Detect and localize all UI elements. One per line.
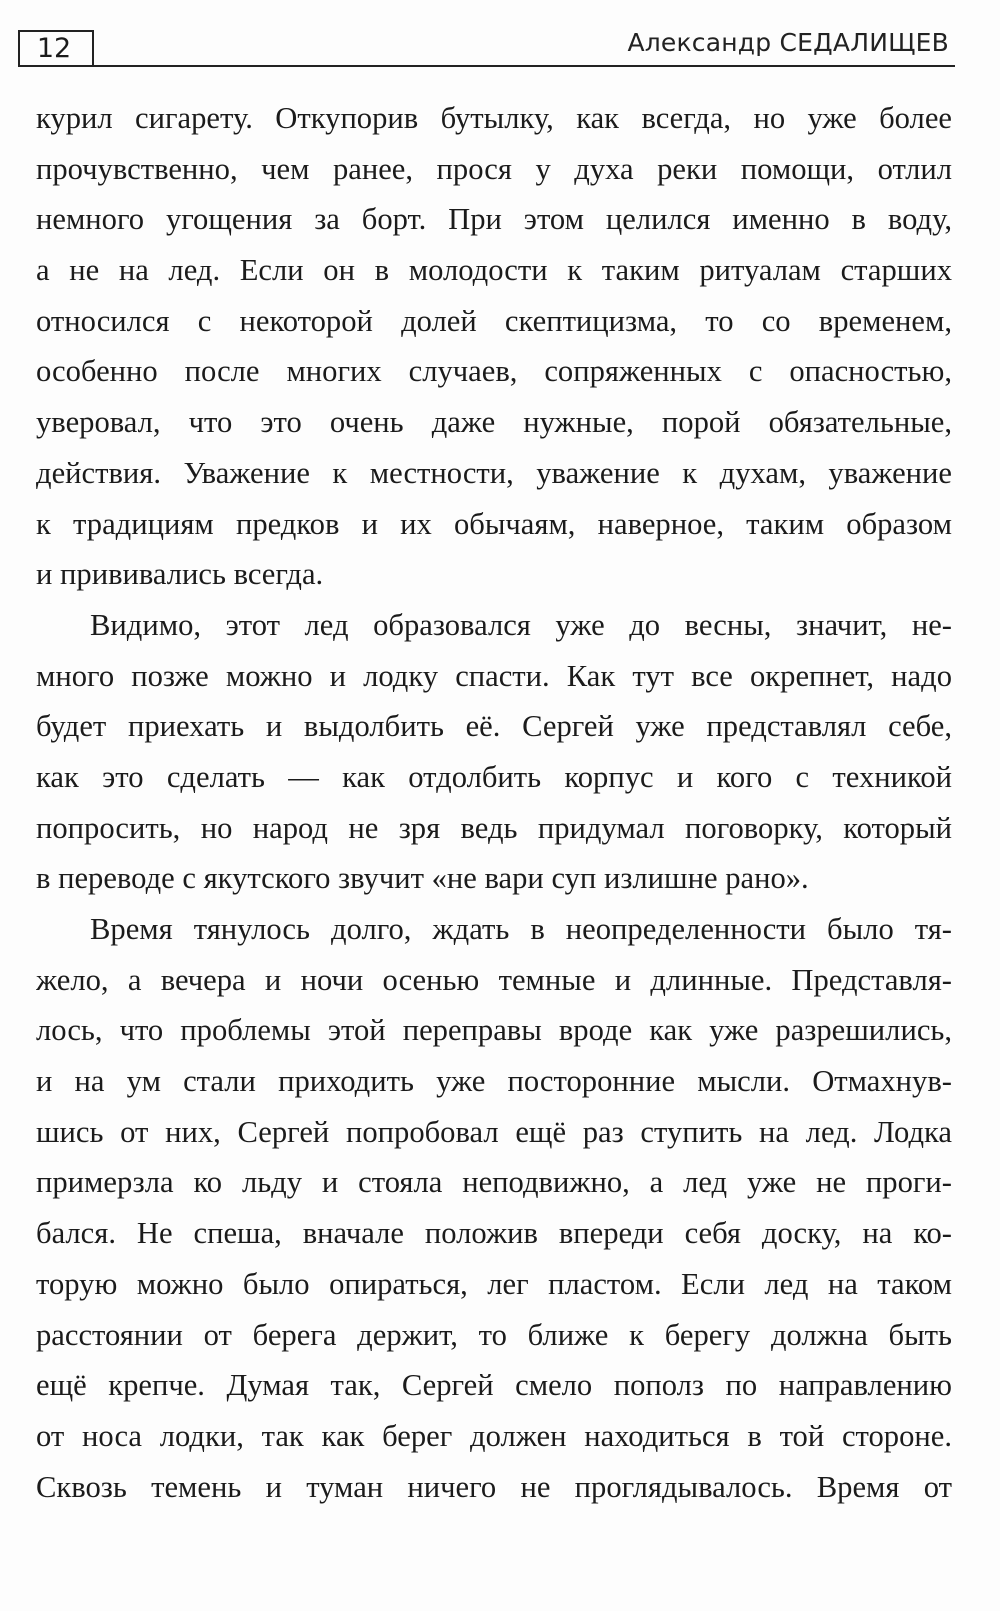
- text-line: в переводе с якутского звучит «не вари суп излишне рано».: [36, 861, 809, 896]
- body-text: [36, 93, 952, 1512]
- text-line: много позже можно и лодку спасти. Как тут все окрепнет, надо: [36, 658, 952, 693]
- text-line: особенно после многих случаев, сопряженных с опасностью,: [36, 354, 952, 389]
- text-line: бался. Не спеша, вначале положив впереди себя доску, на ко-: [36, 1216, 952, 1251]
- running-head-author: Александр СЕДАЛИЩЕВ: [627, 28, 949, 57]
- paragraph-3: [36, 904, 952, 1512]
- text-line: и на ум стали приходить уже посторонние мысли. Отмахнув-: [36, 1064, 952, 1099]
- text-line: расстоянии от берега держит, то ближе к берегу должна быть: [36, 1317, 952, 1352]
- text-line: от носа лодки, так как берег должен находиться в той стороне.: [36, 1418, 952, 1453]
- text-line: немного угощения за борт. При этом целился именно в воду,: [36, 202, 952, 237]
- text-line: и прививались всегда.: [36, 557, 324, 592]
- text-line: как это сделать — как отдолбить корпус и кого с техникой: [36, 759, 952, 794]
- text-line: Видимо, этот лед образовался уже до весны, значит, не-: [90, 607, 952, 642]
- text-line: попросить, но народ не зря ведь придумал поговорку, который: [36, 810, 952, 845]
- text-line: к традициям предков и их обычаям, наверное, таким образом: [36, 506, 952, 541]
- text-line: ещё крепче. Думая так, Сергей смело пополз по направлению: [36, 1368, 952, 1403]
- paragraph-2: [36, 600, 952, 904]
- text-line: Время тянулось долго, ждать в неопределенности было тя-: [90, 912, 952, 946]
- text-line: курил сигарету. Откупорив бутылку, как всегда, но уже более: [36, 101, 952, 135]
- text-line: будет приехать и выдолбить её. Сергей уже представлял себе,: [36, 709, 952, 744]
- text-line: торую можно было опираться, лег пластом. Если лед на таком: [36, 1266, 952, 1301]
- text-line: а не на лед. Если он в молодости к таким ритуалам старших: [36, 253, 952, 288]
- text-line: лось, что проблемы этой переправы вроде как уже разрешились,: [36, 1013, 952, 1048]
- header-rule: [18, 65, 955, 67]
- text-line: примерзла ко льду и стояла неподвижно, а лед уже не проги-: [36, 1165, 952, 1200]
- text-line: прочувственно, чем ранее, прося у духа реки помощи, отлил: [36, 151, 952, 186]
- paragraph-1: [36, 93, 952, 600]
- text-line: относился с некоторой долей скептицизма, то со временем,: [36, 303, 952, 338]
- text-line: шись от них, Сергей попробовал ещё раз ступить на лед. Лодка: [36, 1114, 952, 1149]
- text-line: уверовал, что это очень даже нужные, порой обязательные,: [36, 405, 952, 440]
- page-header: [18, 26, 955, 66]
- page-number: 12: [18, 30, 94, 66]
- text-line: Сквозь темень и туман ничего не проглядывалось. Время от: [36, 1469, 952, 1504]
- text-line: жело, а вечера и ночи осенью темные и длинные. Представля-: [36, 962, 952, 997]
- text-line: действия. Уважение к местности, уважение к духам, уважение: [36, 455, 952, 490]
